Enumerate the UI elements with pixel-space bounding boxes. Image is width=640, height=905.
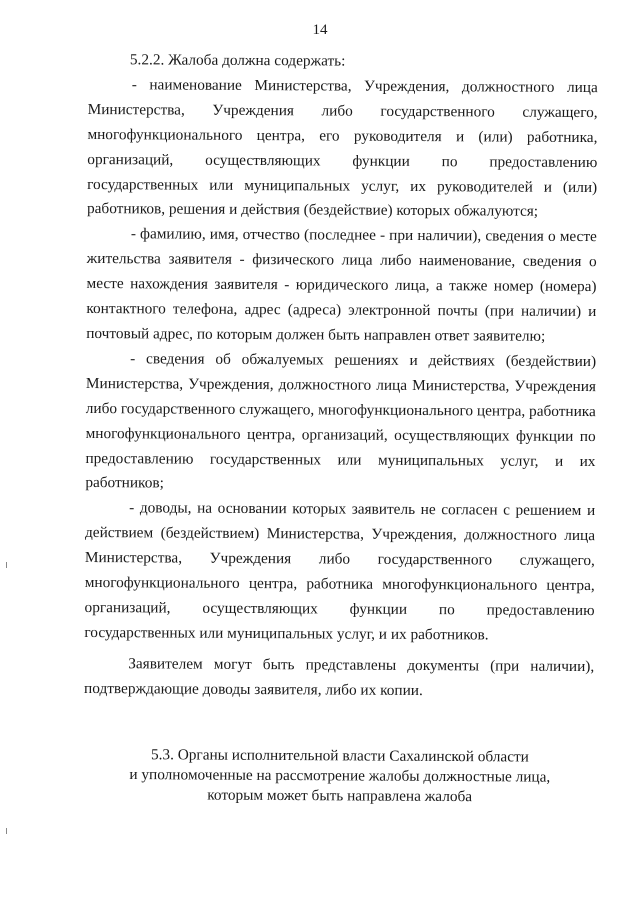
scan-margin-mark — [6, 828, 7, 834]
page-number: 14 — [312, 22, 328, 38]
clause-5-2-2-heading: 5.2.2. Жалоба должна содержать: — [129, 51, 346, 70]
section-title-line-1: 5.3. Органы исполнительной власти Сахалинской области — [150, 746, 529, 766]
section-title-line-3: которым может быть направлена жалоба — [207, 786, 473, 806]
document-body — [84, 48, 598, 705]
paragraph-item-applicant-info: - фамилию, имя, отчество (последнее - при наличии), сведения о месте жительства заявителя - физического лица либо наименование, сведения о месте нахождения заявителя - юридического лица, а также номер (номера) контактного телефона, адрес (адреса) электронной почты (при наличии) и почтовый адрес, по которым должен быть направлен ответ заявителю; — [86, 225, 597, 345]
scan-margin-mark — [6, 562, 7, 568]
section-5-3-title — [120, 745, 560, 808]
paragraph-supporting-documents: Заявителем могут быть представлены документы (при наличии), подтверждающие доводы заявителя, либо их копии. — [84, 655, 595, 699]
paragraph-item-name: - наименование Министерства, Учреждения, должностного лица Министерства, Учреждения либо государственного служащего, многофункционального центра, его руководителя и (или) работника, организаций, осуществляющих функции по предоставлению государственных или муниципальных услуг, их руководителей и (или) работников, решения и действия (бездействие) которых обжалуются; — [86, 76, 598, 221]
paragraph-item-appealed-decisions: - сведения об обжалуемых решениях и действиях (бездействии) Министерства, Учреждения, должностного лица Министерства, Учреждения либо государственного служащего, многофункционального центра, работника многофункционального центра, организаций, осуществляющих функции по предоставлению государственных или муниципальных услуг, и их работников; — [85, 350, 597, 492]
section-title-line-2: и уполномоченные на рассмотрение жалобы должностные лица, — [129, 766, 551, 786]
paragraph-item-arguments: - доводы, на основании которых заявитель не согласен с решением и действием (бездействием) Министерства, Учреждения, должностного лица Министерства, Учреждения либо государственного служащего, многофункционального центра, работника многофункционального центра, организаций, осуществляющих функции по предоставлению государственных или муниципальных услуг, и их работников. — [84, 499, 596, 644]
